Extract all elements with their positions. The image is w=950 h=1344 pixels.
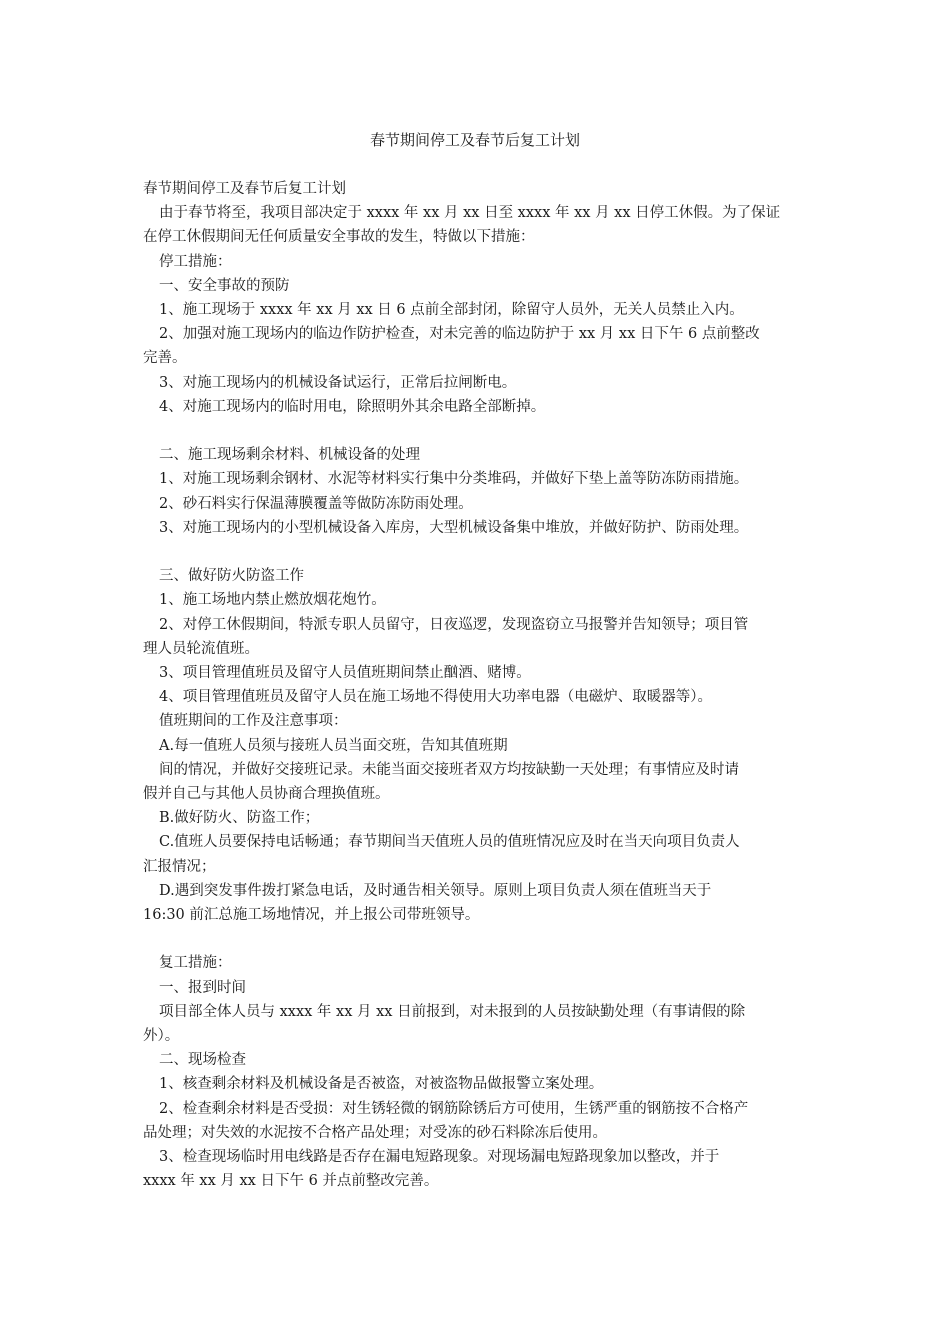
text-line: 3、对施工现场内的机械设备试运行，正常后拉闸断电。 xyxy=(159,374,517,391)
text-line: A.每一值班人员须与接班人员当面交班，告知其值班期 xyxy=(159,737,508,754)
text-line: 3、项目管理值班员及留守人员值班期间禁止酗酒、赌博。 xyxy=(159,665,531,682)
text-line: 理人员轮流值班。 xyxy=(143,640,259,657)
text-line: 一、报到时间 xyxy=(159,979,246,996)
text-line: 间的情况，并做好交接班记录。未能当面交接班者双方均按缺勤一天处理；有事情应及时请 xyxy=(159,761,739,778)
text-line: 假并自己与其他人员协商合理换值班。 xyxy=(143,786,390,803)
page-title: 春节期间停工及春节后复工计划 xyxy=(369,131,580,149)
text-line: 停工措施： xyxy=(159,253,232,270)
text-line: 一、安全事故的预防 xyxy=(159,277,290,294)
text-line: 二、现场检查 xyxy=(159,1052,246,1069)
text-line: 值班期间的工作及注意事项： xyxy=(159,713,348,730)
text-line: 复工措施： xyxy=(159,955,232,972)
text-line: 1、施工现场于 xxxx 年 xx 月 xx 日 6 点前全部封闭，除留守人员外，无关人员禁止入内。 xyxy=(159,302,744,319)
text-line: 1、对施工现场剩余钢材、水泥等材料实行集中分类堆码，并做好下垫上盖等防冻防雨措施。 xyxy=(159,471,749,488)
text-line: xxxx 年 xx 月 xx 日下午 6 并点前整改完善。 xyxy=(143,1173,439,1190)
text-line: 4、项目管理值班员及留守人员在施工场地不得使用大功率电器（电磁炉、取暖器等）。 xyxy=(159,689,712,706)
text-line: 汇报情况； xyxy=(143,858,216,875)
blank-line xyxy=(143,927,818,951)
text-line: 2、砂石料实行保温薄膜覆盖等做防冻防雨处理。 xyxy=(159,495,473,512)
text-line: 由于春节将至，我项目部决定于 xxxx 年 xx 月 xx 日至 xxxx 年 xx 月 xx 日停工休假。为了保证 xyxy=(159,205,781,222)
text-line: 2、对停工休假期间，特派专职人员留守，日夜巡逻，发现盗窃立马报警并告知领导；项目管 xyxy=(159,616,749,633)
document-body xyxy=(143,177,818,1193)
text-line: 2、加强对施工现场内的临边作防护检查，对未完善的临边防护于 xx 月 xx 日下午 6 点前整改 xyxy=(159,326,760,343)
text-line: 16:30 前汇总施工场地情况，并上报公司带班领导。 xyxy=(143,907,480,924)
text-line: B.做好防火、防盗工作； xyxy=(159,810,320,827)
text-line: 二、施工现场剩余材料、机械设备的处理 xyxy=(159,447,420,464)
text-line: 2、检查剩余材料是否受损：对生锈轻微的钢筋除锈后方可使用，生锈严重的钢筋按不合格产 xyxy=(159,1100,749,1117)
text-line: 1、核查剩余材料及机械设备是否被盗，对被盗物品做报警立案处理。 xyxy=(159,1076,604,1093)
text-line: D.遇到突发事件拨打紧急电话，及时通告相关领导。原则上项目负责人须在值班当天于 xyxy=(159,882,712,899)
text-line: 项目部全体人员与 xxxx 年 xx 月 xx 日前报到，对未报到的人员按缺勤处理（有事请假的除 xyxy=(159,1003,746,1020)
text-line: 3、对施工现场内的小型机械设备入库房，大型机械设备集中堆放，并做好防护、防雨处理。 xyxy=(159,519,749,536)
text-line: 春节期间停工及春节后复工计划 xyxy=(143,181,346,197)
text-line: 完善。 xyxy=(143,350,187,367)
text-line: 三、做好防火防盗工作 xyxy=(159,568,304,585)
blank-line xyxy=(143,540,818,564)
text-line: 4、对施工现场内的临时用电，除照明外其余电路全部断掉。 xyxy=(159,398,546,415)
text-line: C.值班人员要保持电话畅通；春节期间当天值班人员的值班情况应及时在当天向项目负责人 xyxy=(159,834,740,851)
text-line: 品处理；对失效的水泥按不合格产品处理；对受冻的砂石料除冻后使用。 xyxy=(143,1124,607,1141)
text-line: 在停工休假期间无任何质量安全事故的发生，特做以下措施： xyxy=(143,229,535,246)
blank-line xyxy=(143,419,818,443)
text-line: 3、检查现场临时用电线路是否存在漏电短路现象。对现场漏电短路现象加以整改，并于 xyxy=(159,1149,720,1166)
text-line: 外）。 xyxy=(143,1028,180,1045)
text-line: 1、施工场地内禁止燃放烟花炮竹。 xyxy=(159,592,386,609)
